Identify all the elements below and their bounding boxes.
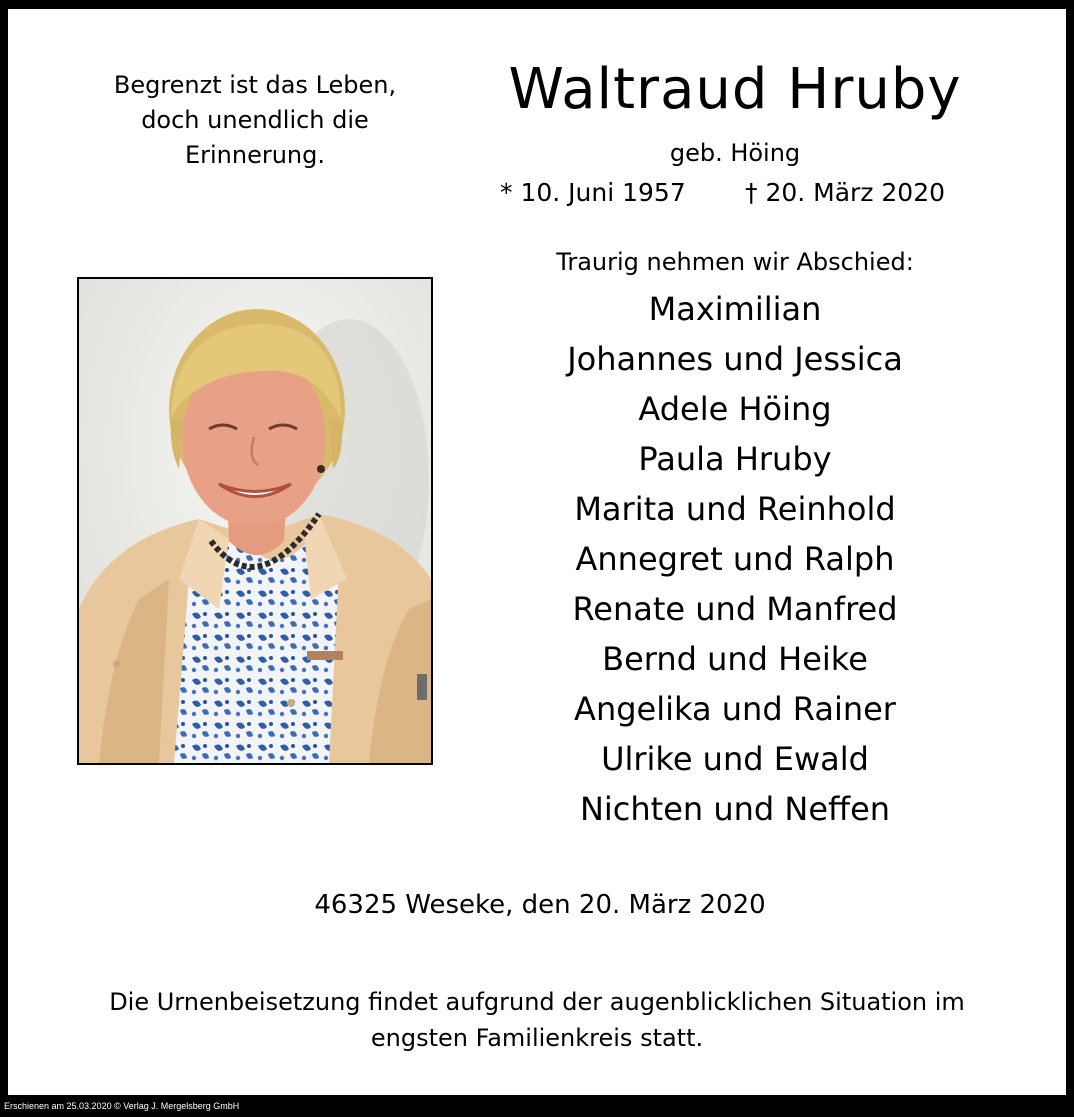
mourner-name: Adele Höing	[638, 390, 832, 428]
portrait-photo	[77, 277, 433, 765]
mourner-name: Bernd und Heike	[602, 640, 868, 678]
deceased-name: Waltraud Hruby	[508, 57, 962, 122]
burial-notice-line-1: Die Urnenbeisetzung findet aufgrund der augenblicklichen Situation im	[109, 988, 965, 1016]
mourning-intro: Traurig nehmen wir Abschied:	[556, 248, 914, 276]
portrait-illustration	[79, 279, 431, 763]
mourner-name: Johannes und Jessica	[567, 340, 903, 378]
maiden-name: geb. Höing	[669, 139, 801, 167]
mourner-name: Renate und Manfred	[572, 590, 898, 628]
mourner-name: Angelika und Rainer	[574, 690, 896, 728]
publication-footer: Erschienen am 25.03.2020 © Verlag J. Mergelsberg GmbH	[4, 1101, 240, 1111]
mourner-name: Nichten und Neffen	[579, 790, 891, 828]
burial-notice	[40, 984, 1034, 1056]
mourner-name: Annegret und Ralph	[575, 540, 895, 578]
mourner-name: Marita und Reinhold	[574, 490, 896, 528]
place-and-date: 46325 Weseke, den 20. März 2020	[314, 890, 766, 920]
birth-date: * 10. Juni 1957	[500, 178, 686, 207]
death-date: † 20. März 2020	[745, 178, 946, 207]
mourner-name: Ulrike und Ewald	[601, 740, 869, 778]
motto-line-3: Erinnerung.	[184, 141, 326, 169]
motto-quote	[90, 68, 420, 173]
mourners-list	[470, 284, 1000, 834]
motto-line-1: Begrenzt ist das Leben,	[113, 71, 397, 99]
mourner-name: Paula Hruby	[638, 440, 832, 478]
motto-line-2: doch unendlich die	[141, 106, 369, 134]
mourner-name: Maximilian	[648, 290, 822, 328]
burial-notice-line-2: engsten Familienkreis statt.	[370, 1024, 704, 1052]
